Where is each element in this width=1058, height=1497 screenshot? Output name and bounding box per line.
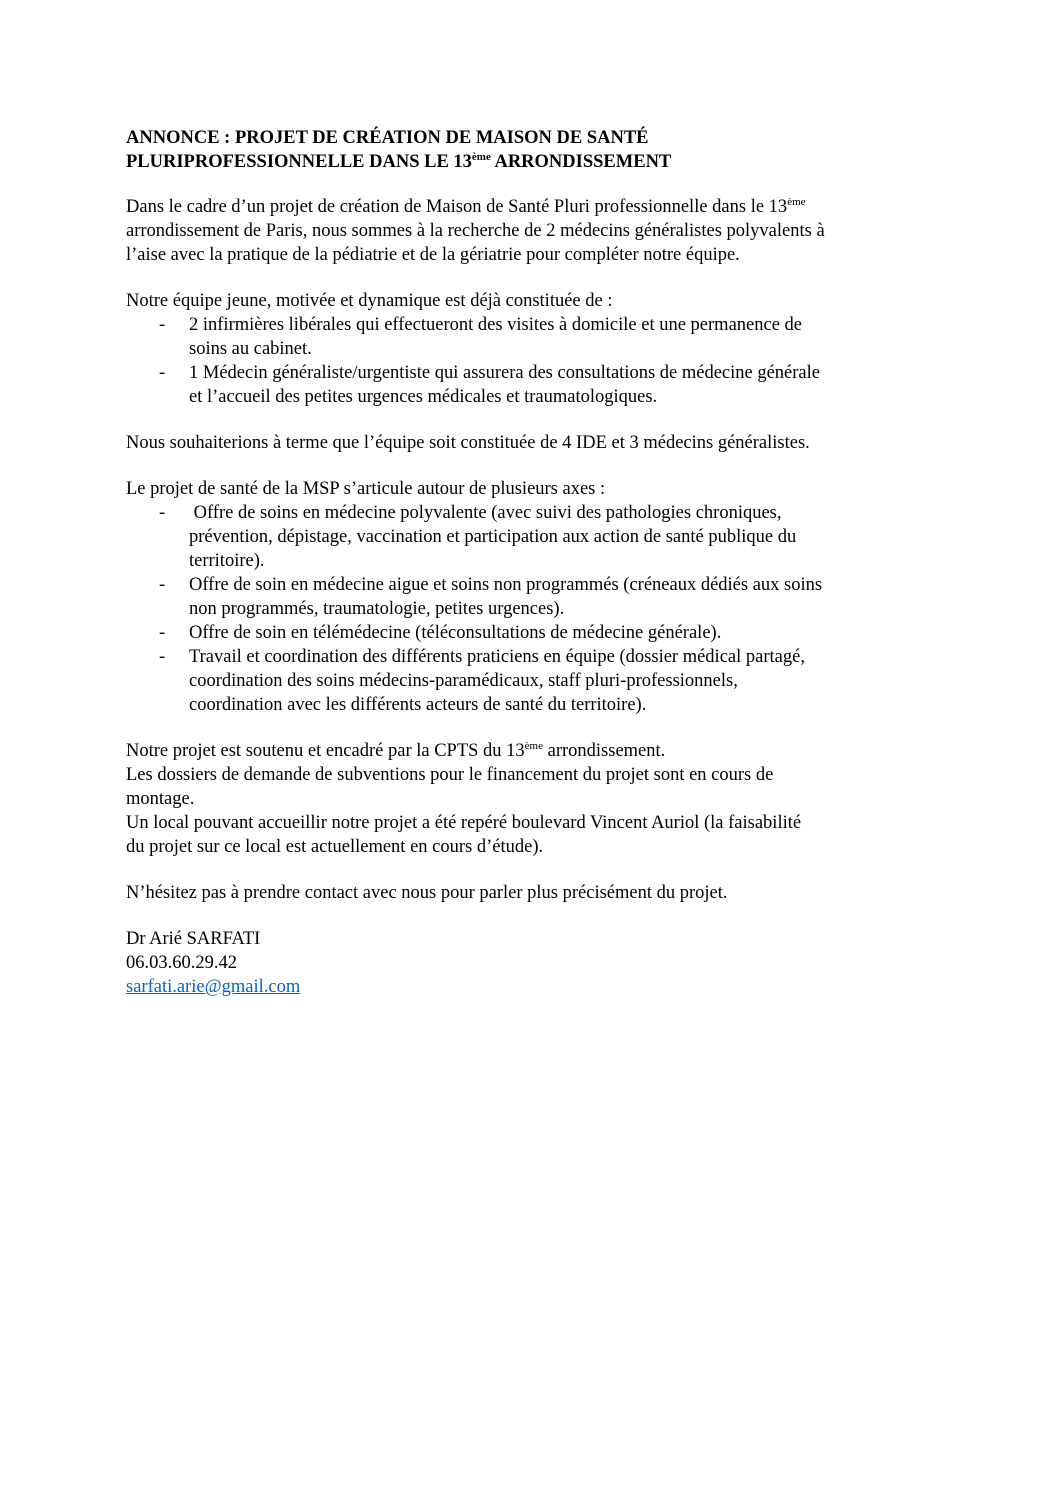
status-line-1-text: Notre projet est soutenu et encadré par la CPTS du 13 — [126, 741, 525, 761]
axis-item — [126, 501, 926, 573]
axis-item-line: territoire). — [189, 551, 265, 571]
team-lead: Notre équipe jeune, motivée et dynamique est déjà constituée de : — [126, 291, 613, 311]
dash-bullet: - — [159, 363, 166, 383]
axes-section — [126, 477, 926, 717]
axis-item-line: Offre de soins en médecine polyvalente (avec suivi des pathologies chroniques, — [189, 503, 782, 523]
dash-bullet: - — [159, 315, 166, 335]
status-line-5: du projet sur ce local est actuellement en cours d’étude). — [126, 837, 544, 857]
title-superscript: ème — [471, 151, 491, 163]
intro-superscript: ème — [787, 196, 806, 208]
intro-line-2: arrondissement de Paris, nous sommes à la recherche de 2 médecins généralistes polyvalents à — [126, 221, 825, 241]
status-superscript: ème — [524, 740, 543, 752]
contact-invite-line: N’hésitez pas à prendre contact avec nous pour parler plus précisément du projet. — [126, 883, 728, 903]
team-item-line: 2 infirmières libérales qui effectueront des visites à domicile et une permanence de — [189, 315, 803, 335]
team-item — [126, 313, 926, 361]
document-page — [126, 126, 926, 999]
title-line-2-end: ARRONDISSEMENT — [490, 152, 672, 172]
goal-paragraph — [126, 431, 926, 455]
status-paragraph — [126, 739, 926, 859]
title-line-2-text: PLURIPROFESSIONNELLE DANS LE 13 — [126, 152, 472, 172]
axis-item-line: Offre de soin en télémédecine (téléconsultations de médecine générale). — [189, 623, 722, 643]
axes-lead: Le projet de santé de la MSP s’articule autour de plusieurs axes : — [126, 479, 606, 499]
contact-invite-paragraph — [126, 881, 926, 905]
team-item-line: soins au cabinet. — [189, 339, 312, 359]
status-line-3: montage. — [126, 789, 195, 809]
team-item-line: et l’accueil des petites urgences médicales et traumatologiques. — [189, 387, 658, 407]
dash-bullet: - — [159, 575, 166, 595]
email-link[interactable]: sarfati.arie@gmail.com — [126, 977, 301, 997]
team-list — [126, 313, 926, 409]
signature-email-line — [126, 975, 926, 999]
team-item — [126, 361, 926, 409]
dash-bullet: - — [159, 623, 166, 643]
title-line-2 — [126, 150, 926, 174]
signature-block — [126, 927, 926, 999]
intro-line-1 — [126, 195, 926, 219]
team-section — [126, 289, 926, 409]
axis-item-line: coordination avec les différents acteurs de santé du territoire). — [189, 695, 647, 715]
axis-item — [126, 645, 926, 717]
axis-item — [126, 621, 926, 645]
intro-line-3: l’aise avec la pratique de la pédiatrie et de la gériatrie pour compléter notre équipe. — [126, 245, 740, 265]
axis-item-line: coordination des soins médecins-paramédicaux, staff pluri-professionnels, — [189, 671, 738, 691]
axis-item-line: Offre de soin en médecine aigue et soins non programmés (créneaux dédiés aux soins — [189, 575, 823, 595]
status-line-1-end: arrondissement. — [543, 741, 666, 761]
intro-line-1-text: Dans le cadre d’un projet de création de Maison de Santé Pluri professionnelle dans le 13 — [126, 197, 788, 217]
announcement-title — [126, 126, 926, 174]
title-line-1: ANNONCE : PROJET DE CRÉATION DE MAISON DE SANTÉ — [126, 128, 649, 148]
axis-item-line: prévention, dépistage, vaccination et participation aux action de santé publique du — [189, 527, 797, 547]
signature-name: Dr Arié SARFATI — [126, 929, 261, 949]
axis-item-line: non programmés, traumatologie, petites urgences). — [189, 599, 565, 619]
axis-item — [126, 573, 926, 621]
dash-bullet: - — [159, 503, 166, 523]
axes-list — [126, 501, 926, 717]
status-line-1 — [126, 739, 926, 763]
signature-phone: 06.03.60.29.42 — [126, 953, 237, 973]
status-line-2: Les dossiers de demande de subventions pour le financement du projet sont en cours de — [126, 765, 774, 785]
goal-line: Nous souhaiterions à terme que l’équipe soit constituée de 4 IDE et 3 médecins généralistes. — [126, 433, 810, 453]
team-item-line: 1 Médecin généraliste/urgentiste qui assurera des consultations de médecine générale — [189, 363, 820, 383]
intro-paragraph — [126, 195, 926, 267]
dash-bullet: - — [159, 647, 166, 667]
status-line-4: Un local pouvant accueillir notre projet a été repéré boulevard Vincent Auriol (la faisabilité — [126, 813, 802, 833]
axis-item-line: Travail et coordination des différents praticiens en équipe (dossier médical partagé, — [189, 647, 805, 667]
